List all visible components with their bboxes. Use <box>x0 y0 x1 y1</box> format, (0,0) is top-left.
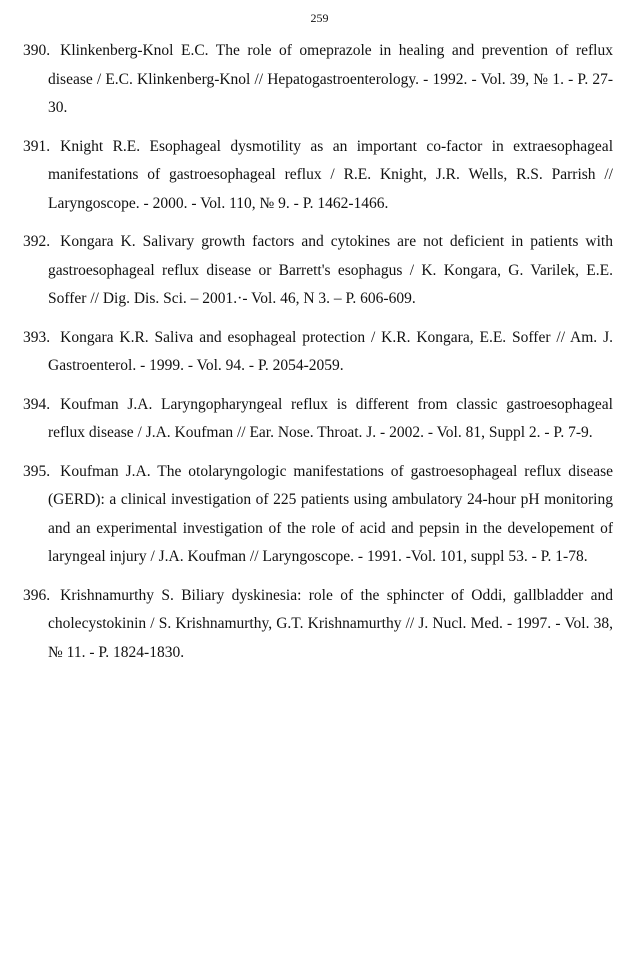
reference-number: 395. <box>23 462 51 480</box>
reference-text: Koufman J.A. Laryngopharyngeal reflux is different from classic gastroesophageal reflux disease / J.A. Koufman // Ear. Nose. Throat. J. - 2002. - Vol. 81, Suppl 2. - P. 7-9. <box>48 395 613 441</box>
reference-entry <box>23 391 613 448</box>
reference-text: Klinkenberg-Knol E.C. The role of omeprazole in healing and prevention of reflux disease / E.C. Klinkenberg-Knol // Hepatogastroenterology. - 1992. - Vol. 39, № 1. - P. 27-30. <box>48 42 613 116</box>
reference-entry <box>23 228 613 314</box>
reference-number: 394. <box>23 395 51 413</box>
reference-list <box>23 37 613 677</box>
reference-number: 392. <box>23 233 51 250</box>
reference-number: 391. <box>23 137 51 155</box>
reference-text: Kongara K.R. Saliva and esophageal protection / K.R. Kongara, E.E. Soffer // Am. J. Gastroenterol. - 1999. - Vol. 94. - P. 2054-2059. <box>48 328 613 374</box>
reference-text: Krishnamurthy S. Biliary dyskinesia: role of the sphincter of Oddi, gallbladder and cholecystokinin / S. Krishnamurthy, G.T. Krishnamurthy // J. Nucl. Med. - 1997. - Vol. 38, № 11. - P. 1824-1830. <box>48 586 613 661</box>
reference-entry <box>23 133 613 219</box>
reference-entry <box>23 582 613 668</box>
reference-number: 396. <box>23 586 51 604</box>
reference-entry <box>23 37 613 123</box>
page-number: 259 <box>310 11 329 25</box>
reference-text: Kongara K. Salivary growth factors and cytokines are not deficient in patients with gastroesophageal reflux disease or Barrett's esophagus / K. Kongara, G. Varilek, E.E. Soffer // Dig. Dis. Sci. – 2001.·- Vol. 46, N 3. – P. 606-609. <box>48 233 613 307</box>
reference-text: Koufman J.A. The otolaryngologic manifestations of gastroesophageal reflux disease (GERD): a clinical investigation of 225 patients using ambulatory 24-hour pH monitoring and an experimental investigation of the role of acid and pepsin in the developement of laryngeal injury / J.A. Koufman // Laryngoscope. - 1991. -Vol. 101, suppl 53. - P. 1-78. <box>48 462 613 565</box>
reference-entry <box>23 324 613 381</box>
reference-number: 390. <box>23 42 51 59</box>
reference-entry <box>23 458 613 572</box>
reference-number: 393. <box>23 328 51 346</box>
reference-text: Knight R.E. Esophageal dysmotility as an important co-factor in extraesophageal manifestations of gastroesophageal reflux / R.E. Knight, J.R. Wells, R.S. Parrish // Laryngoscope. - 2000. - Vol. 110, № 9. - P. 1462-1466. <box>48 137 613 212</box>
